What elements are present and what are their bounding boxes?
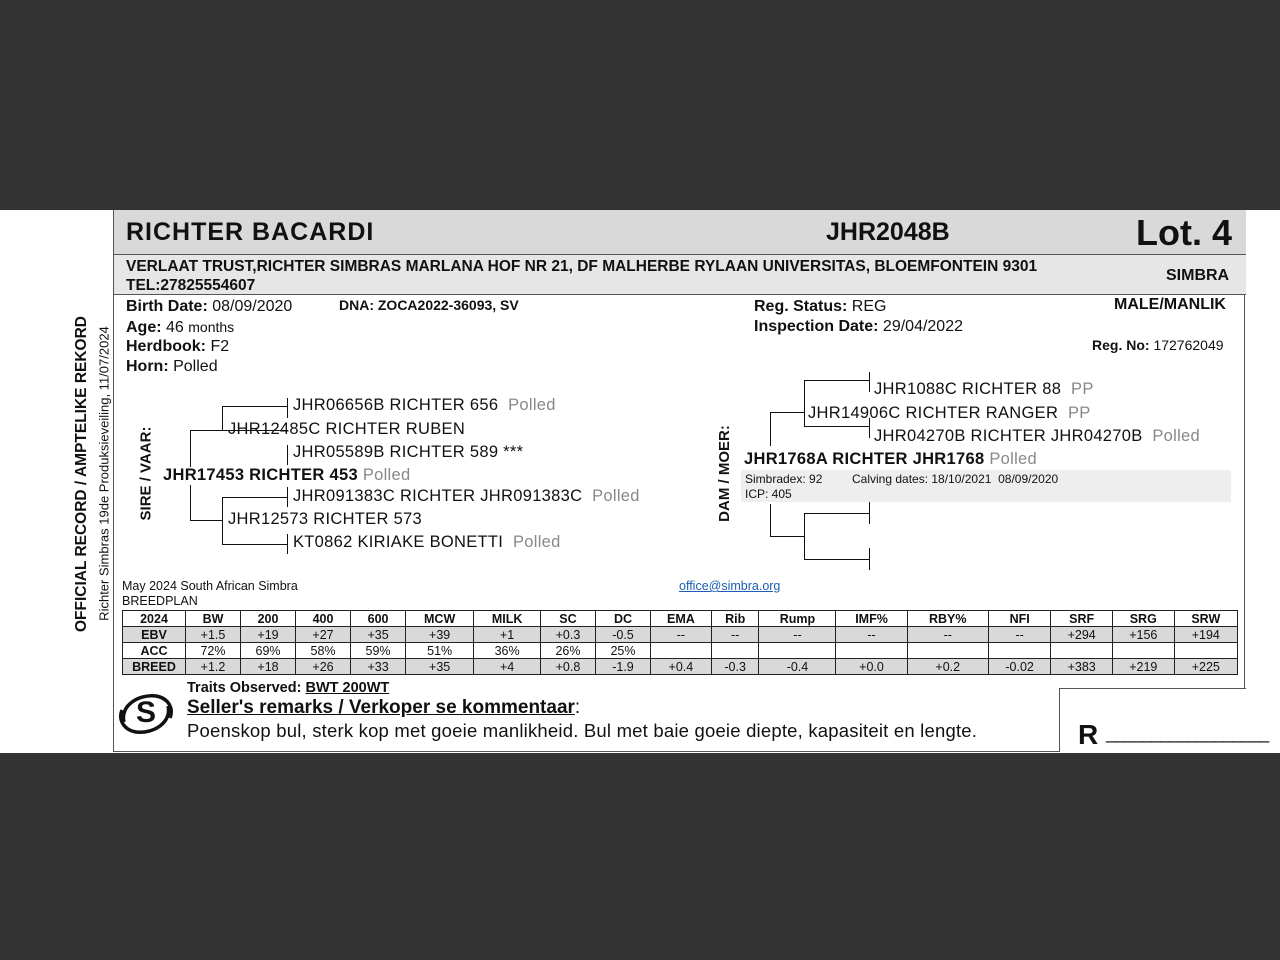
ebv-cell: -0.02 [988,659,1050,675]
pedigree-line [287,534,288,554]
pedigree-line [804,559,870,560]
ebv-cell: +0.2 [907,659,988,675]
pedigree-line [804,513,870,514]
ebv-cell: +0.8 [540,659,595,675]
traits-label: Traits Observed: [187,680,302,696]
ebv-header-row [123,611,1238,627]
ebv-row [123,659,1238,675]
ebv-header-cell: NFI [988,611,1050,627]
sire-name-tag: Polled [362,466,411,484]
icp: ICP: 405 [745,487,792,501]
pedigree-line [869,372,870,392]
ebv-cell: +294 [1051,627,1113,643]
sire-gs1: JHR12485C RICHTER RUBEN [228,420,466,438]
sire-ggd2-name: KT0862 KIRIAKE BONETTI [293,533,504,551]
dam-ggd1 [874,427,1200,446]
dam-name-text: JHR1768A RICHTER JHR1768 [744,450,985,468]
remarks-title-colon: : [574,697,581,718]
reg-status-value: REG [851,298,887,315]
pedigree-line [190,485,191,520]
simbradex: Simbradex: 92 [745,472,823,486]
dam-stats-box [741,470,1231,502]
ebv-cell [1051,643,1113,659]
source-info [122,579,298,609]
sire-name-text: JHR17453 RICHTER 453 [163,466,358,484]
reg-no-label: Reg. No: [1092,337,1150,353]
horn [126,357,218,377]
ebv-header-cell: 600 [351,611,406,627]
ebv-cell: +26 [296,659,351,675]
pedigree-line [190,520,222,521]
ebv-cell: -0.5 [595,627,650,643]
pedigree-line [804,426,870,427]
lot-number: Lot. 4 [1136,212,1232,253]
ebv-cell: 72% [186,643,241,659]
ebv-cell: +1.2 [186,659,241,675]
herdbook-label: Herdbook: [126,338,206,355]
ebv-cell: +39 [406,627,474,643]
pedigree-line [770,536,804,537]
sex-label: MALE/MANLIK [1114,296,1226,313]
ebv-cell: 36% [474,643,541,659]
ebv-cell: 59% [351,643,406,659]
inspection-date-value: 29/04/2022 [882,318,963,335]
remarks-title [187,697,580,719]
sire-ggd2-tag: Polled [512,533,561,551]
sire-ggs2-tag: Polled [592,487,640,505]
pedigree-line [770,412,771,446]
ebv-cell [1112,643,1174,659]
ebv-header-cell: RBY% [907,611,988,627]
side-caption [62,300,112,660]
reg-status [754,297,886,317]
ebv-header-cell: MILK [474,611,541,627]
ebv-row-label: BREED [123,659,186,675]
reg-no-value: 172762049 [1153,337,1224,353]
pedigree-line [287,487,288,507]
ebv-cell [759,643,836,659]
horn-label: Horn: [126,358,169,375]
ebv-cell [836,643,907,659]
ebv-cell: +35 [351,627,406,643]
animal-name: RICHTER BACARDI [126,218,375,246]
sire-ggd1: JHR05589B RICHTER 589 *** [293,443,524,461]
remarks-text: Poenskop bul, sterk kop met goeie manlikheid. Bul met baie goeie diepte, kapasiteit en lengte. [187,720,978,741]
age-label: Age: [126,319,162,336]
inspection-date-label: Inspection Date: [754,318,879,335]
ebv-header-cell: SRF [1051,611,1113,627]
pedigree-line [287,398,288,418]
dam-name [744,450,1037,469]
breed-label: SIMBRA [1166,267,1230,284]
sire-ggs2 [293,487,640,506]
ebv-cell: +1.5 [186,627,241,643]
official-record-label: OFFICIAL RECORD / AMPTELIKE REKORD [73,315,90,633]
ebv-header-cell: BW [186,611,241,627]
ebv-header-cell: SC [540,611,595,627]
ebv-row [123,643,1238,659]
pedigree-line [222,544,288,545]
ebv-cell: -0.4 [759,659,836,675]
ebv-cell: 58% [296,643,351,659]
ebv-cell: +35 [406,659,474,675]
reg-no [1092,337,1224,353]
sale-name-label: Richter Simbras 19de Produksieveiling, 11/07/2024 [96,326,112,621]
birth-date [126,297,292,317]
calving-dates: Calving dates: 18/10/2021 08/09/2020 [852,472,1059,486]
pedigree-line [190,430,222,431]
ebv-cell: +0.3 [540,627,595,643]
pedigree-line [804,513,805,559]
ebv-cell: -- [711,627,759,643]
simbra-logo-icon [116,688,176,738]
sire-ggs1-tag: Polled [508,396,556,414]
dam-ggs1-tag: PP [1071,380,1094,398]
pedigree-line [869,548,870,570]
ebv-cell: +225 [1174,659,1237,675]
ebv-header-cell: IMF% [836,611,907,627]
lot-card [113,210,1269,752]
dam-label: DAM / MOER: [715,425,733,522]
dam-name-tag: Polled [989,450,1037,468]
title-bar [114,210,1246,255]
ebv-header-cell: EMA [650,611,711,627]
ebv-cell: +18 [241,659,296,675]
pedigree-line [804,380,870,381]
ebv-header-cell: Rump [759,611,836,627]
ebv-row-label: ACC [123,643,186,659]
ebv-row [123,627,1238,643]
birth-date-label: Birth Date: [126,298,208,315]
ebv-header-cell: 2024 [123,611,186,627]
pedigree-line [222,406,223,430]
source-line-2: BREEDPLAN [122,594,198,608]
pedigree-line [287,445,288,465]
dna-info: DNA: ZOCA2022-36093, SV [339,297,519,313]
ebv-cell: +0.0 [836,659,907,675]
remarks-title-text: Seller's remarks / Verkoper se kommentaar [187,697,575,718]
herdbook-value: F2 [210,338,230,355]
sire-ggd2 [293,533,561,552]
ebv-cell: -1.9 [595,659,650,675]
ebv-cell [907,643,988,659]
pedigree-line [222,497,223,544]
inspection-date [754,317,963,337]
source-line-1: May 2024 South African Simbra [122,579,298,593]
owner-address: VERLAAT TRUST,RICHTER SIMBRAS MARLANA HOF NR 21, DF MALHERBE RYLAAN UNIVERSITAS, BLOEMFONTEIN 9301 TEL:27825554607 [126,258,1038,294]
ebv-cell: +194 [1174,627,1237,643]
price-currency: R [1078,719,1099,750]
dam-ggd1-name: JHR04270B RICHTER JHR04270B [874,427,1143,445]
owner-bar [114,255,1246,295]
horn-value: Polled [173,358,218,375]
ebv-cell: -- [759,627,836,643]
sire-name [163,466,410,485]
ebv-cell: +0.4 [650,659,711,675]
ebv-cell: -- [907,627,988,643]
ebv-cell [711,643,759,659]
dam-ggd1-tag: Polled [1152,427,1200,445]
ebv-cell [988,643,1050,659]
pedigree-line [222,406,288,407]
traits-observed [187,680,389,696]
reg-status-label: Reg. Status: [754,298,848,315]
pedigree-line [869,502,870,524]
age-value: 46 [166,319,184,336]
ebv-cell: +1 [474,627,541,643]
price-box[interactable] [1059,688,1269,752]
ebv-row-label: EBV [123,627,186,643]
ebv-cell: 26% [540,643,595,659]
ebv-header-cell: MCW [406,611,474,627]
ebv-cell: +383 [1051,659,1113,675]
ebv-cell: 25% [595,643,650,659]
pedigree-line [222,497,288,498]
ebv-cell: -0.3 [711,659,759,675]
age [126,317,234,338]
dam-gs1 [808,404,1091,423]
birth-date-value: 08/09/2020 [212,298,293,315]
sire-gs2: JHR12573 RICHTER 573 [228,510,422,528]
traits-value: BWT 200WT [305,680,390,696]
dam-gs1-tag: PP [1067,404,1091,422]
ebv-table [122,610,1238,675]
pedigree-line [190,430,191,467]
ebv-header-cell: 400 [296,611,351,627]
age-unit: months [188,319,235,335]
ebv-cell [650,643,711,659]
ebv-cell [1174,643,1237,659]
sire-ggs1 [293,396,556,415]
sire-label: SIRE / VAAR: [137,426,155,521]
herdbook [126,337,229,357]
ebv-cell: +33 [351,659,406,675]
ebv-cell: -- [650,627,711,643]
pedigree-line [770,412,804,413]
ebv-cell: 69% [241,643,296,659]
ebv-cell: -- [988,627,1050,643]
dam-ggs1-name: JHR1088C RICHTER 88 [874,380,1062,398]
ebv-cell: +4 [474,659,541,675]
ebv-header-cell: SRW [1174,611,1237,627]
sire-ggs2-name: JHR091383C RICHTER JHR091383C [293,487,583,505]
sire-ggs1-name: JHR06656B RICHTER 656 [293,396,499,414]
ebv-header-cell: Rib [711,611,759,627]
animal-code: JHR2048B [826,218,950,246]
dam-ggs1 [874,380,1094,399]
ebv-cell: +219 [1112,659,1174,675]
ebv-header-cell: 200 [241,611,296,627]
ebv-header-cell: SRG [1112,611,1174,627]
pedigree-line [770,504,771,536]
ebv-cell: 51% [406,643,474,659]
dam-gs1-name: JHR14906C RICHTER RANGER [808,404,1059,422]
ebv-cell: +156 [1112,627,1174,643]
price-line: __________________ [1106,723,1269,743]
svg-text:S: S [135,696,157,729]
ebv-cell: +19 [241,627,296,643]
ebv-cell: -- [836,627,907,643]
ebv-header-cell: DC [595,611,650,627]
ebv-cell: +27 [296,627,351,643]
pedigree-line [804,380,805,426]
email-link[interactable]: office@simbra.org [679,579,781,593]
